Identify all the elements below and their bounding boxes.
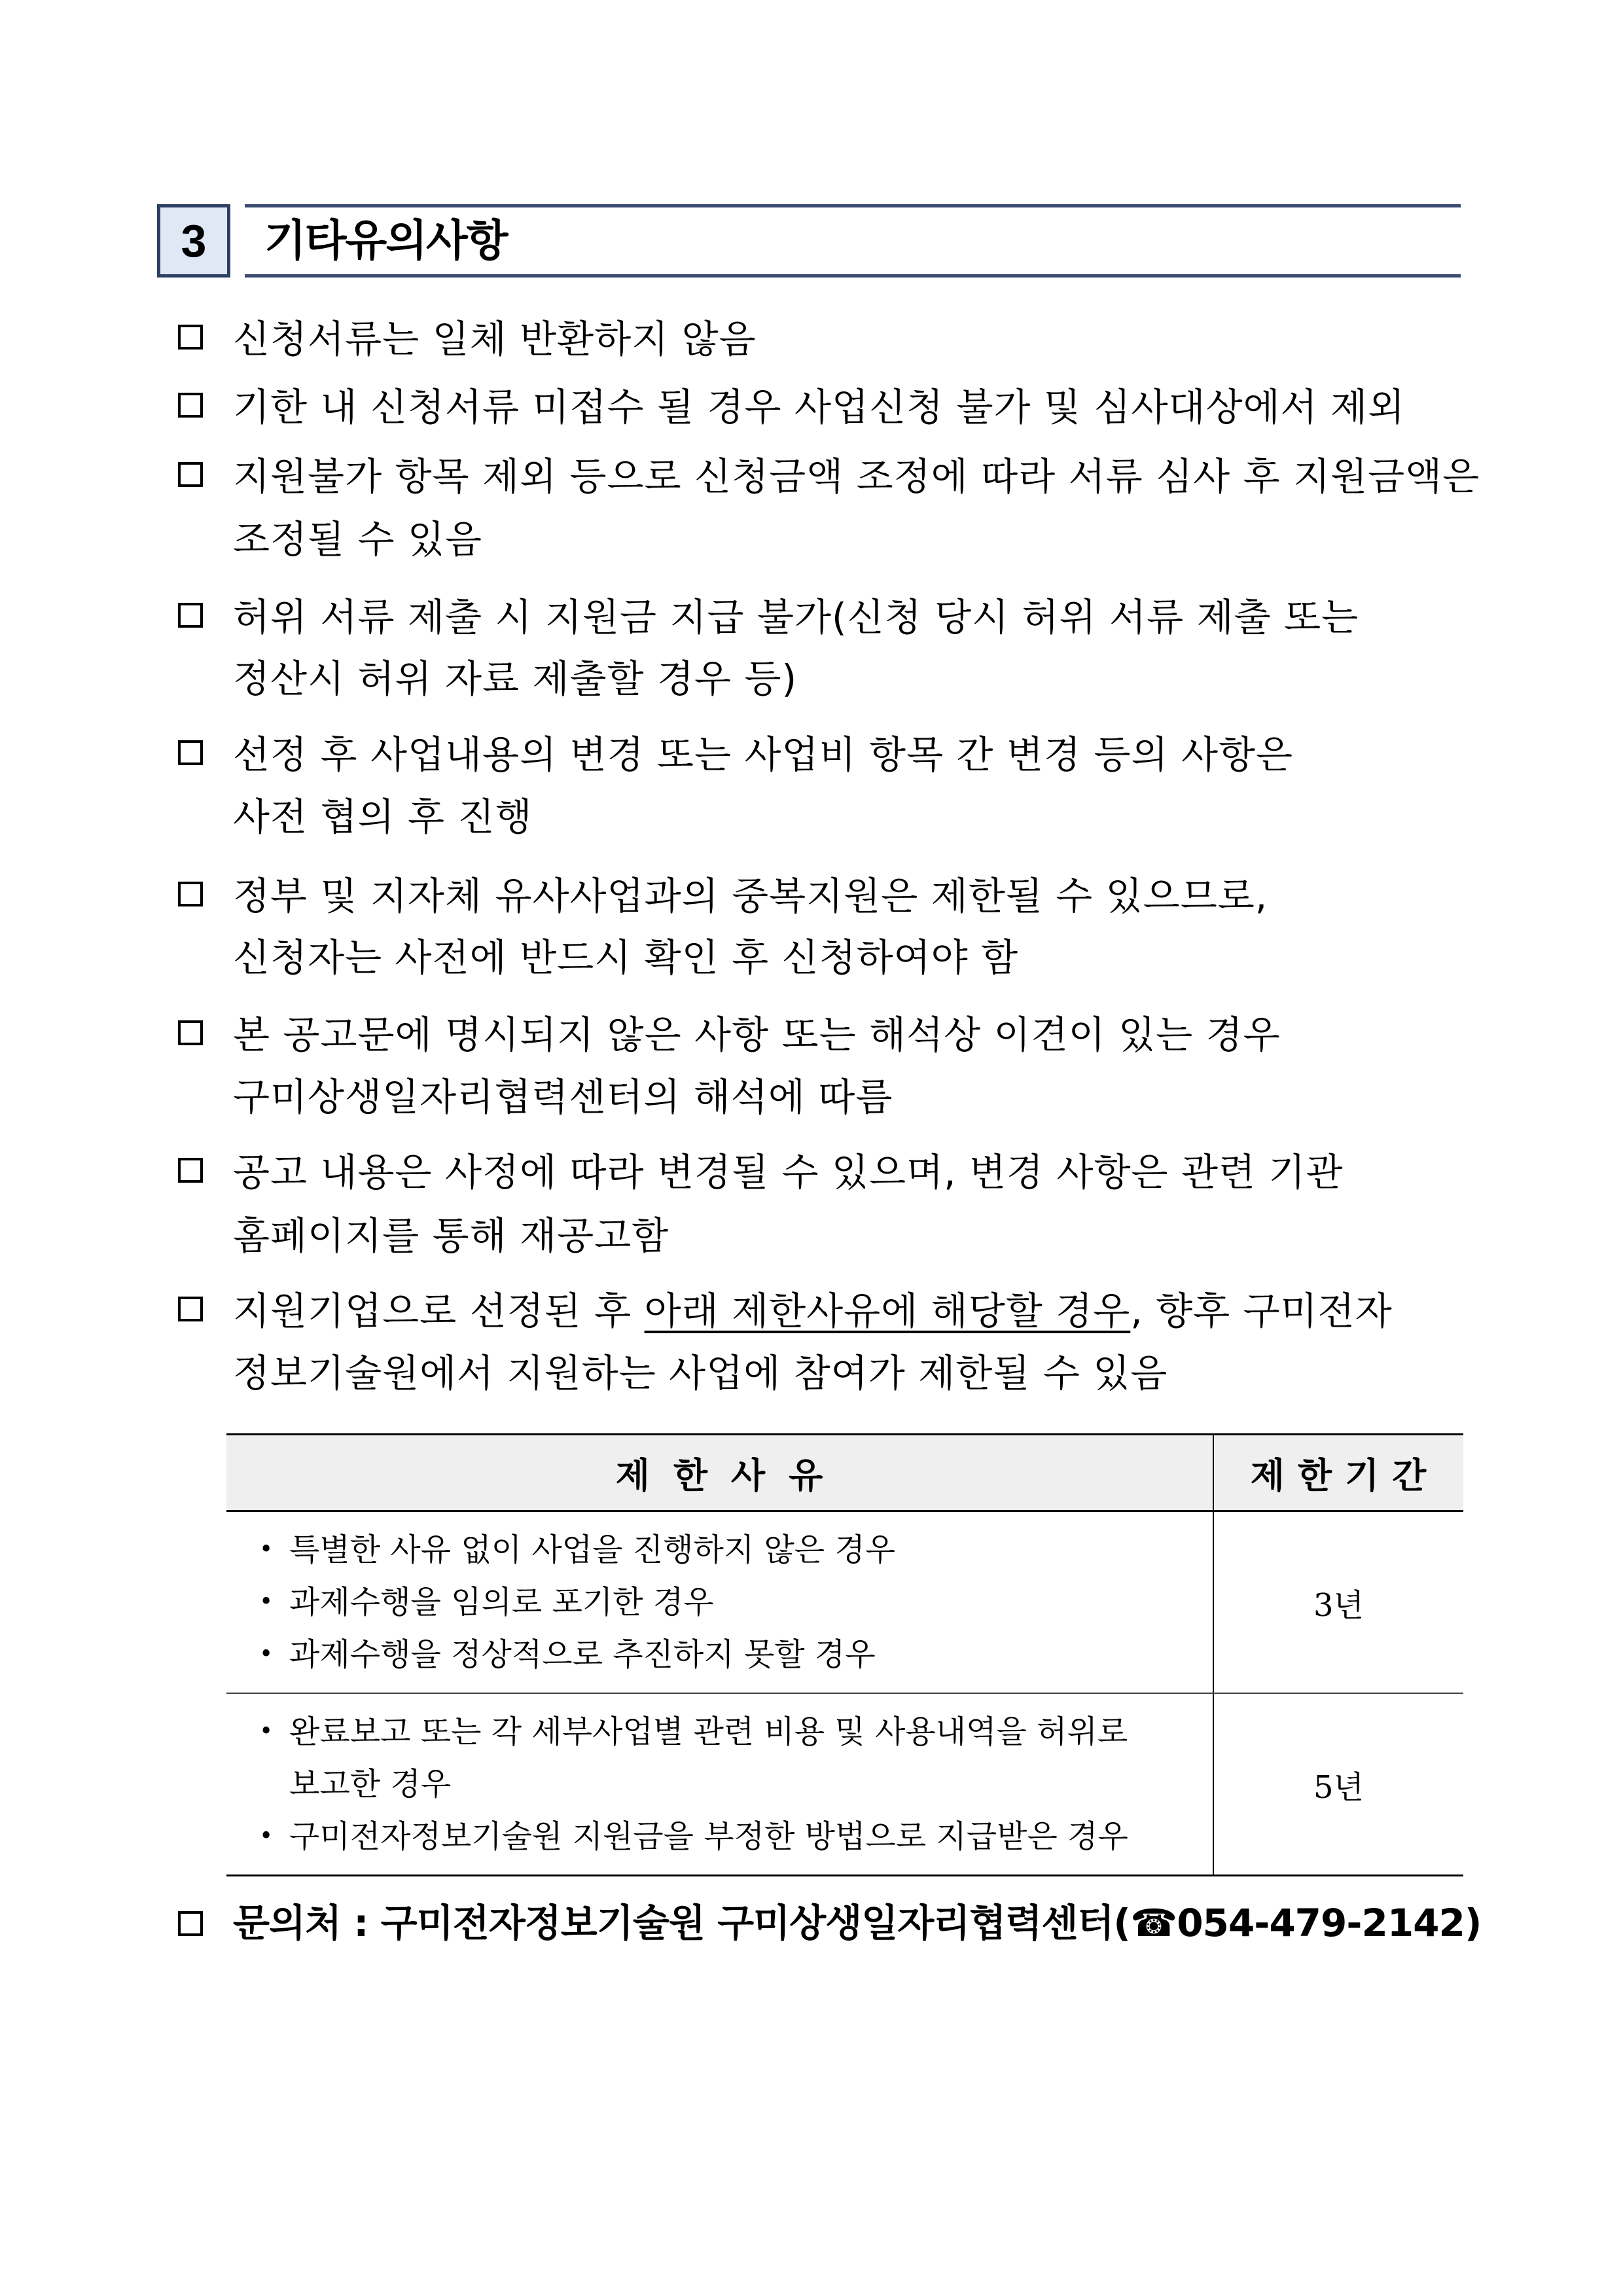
notice-text-continued: 신청자는 사전에 반드시 확인 후 신청하여야 함 [233, 935, 1019, 980]
notice-text-pre: 지원기업으로 선정된 후 [233, 1289, 645, 1333]
reason-item: • 구미전자정보기술원 지원금을 부정한 방법으로 지급받은 경우 [259, 1810, 1213, 1863]
reason-item: • 특별한 사유 없이 사업을 진행하지 않은 경우 [259, 1524, 1213, 1576]
reason-item: • 과제수행을 임의로 포기한 경우 [259, 1576, 1213, 1628]
notice-text-continued: 사전 협의 후 진행 [233, 795, 533, 839]
notice-text [233, 1280, 1393, 1342]
header-restriction-reason: 제한사유 [226, 1435, 1213, 1511]
notice-text-continued: 정산시 허위 자료 제출할 경우 등) [233, 656, 798, 701]
notice-text-post: , 향후 구미전자 [1130, 1289, 1393, 1333]
notice-text: 정부 및 지자체 유사사업과의 중복지원은 제한될 수 있으므로, [233, 874, 1268, 918]
reason-item: • 완료보고 또는 각 세부사업별 관련 비용 및 사용내역을 허위로 [259, 1706, 1213, 1758]
checkbox-icon [178, 1297, 203, 1321]
notice-text-continued: 구미상생일자리협력센터의 해석에 따름 [233, 1075, 893, 1119]
notice-text: 신청서류는 일체 반환하지 않음 [233, 317, 757, 361]
reason-item: • 과제수행을 정상적으로 추진하지 못할 경우 [259, 1628, 1213, 1681]
checkbox-icon [178, 740, 203, 765]
checkbox-icon [178, 325, 203, 350]
notice-text: 선정 후 사업내용의 변경 또는 사업비 항목 간 변경 등의 사항은 [233, 732, 1294, 777]
checkbox-icon [178, 462, 203, 487]
section-title-bar [245, 204, 1461, 278]
reasons-cell [226, 1693, 1213, 1876]
underlined-phrase: 아래 제한사유에 해당할 경우 [644, 1289, 1131, 1333]
contact-text [233, 1890, 1481, 1956]
contact-close-paren: ) [1464, 1901, 1482, 1945]
section-number: 3 [181, 215, 207, 266]
contact-phone: 054-479-2142 [1177, 1901, 1465, 1945]
notice-text-continued: 조정될 수 있음 [233, 517, 483, 562]
phone-icon: ☎ [1130, 1901, 1177, 1945]
notice-text: 지원불가 항목 제외 등으로 신청금액 조정에 따라 서류 심사 후 지원금액은 [233, 454, 1480, 499]
checkbox-icon [178, 882, 203, 906]
contact-item [178, 1890, 1482, 1956]
header-restriction-period: 제한기간 [1213, 1435, 1463, 1511]
notice-text-continued: 정보기술원에서 지원하는 사업에 참여가 제한될 수 있음 [233, 1351, 1168, 1395]
checkbox-icon [178, 393, 203, 418]
period-cell: 5년 [1213, 1693, 1463, 1876]
notice-text-continued: 홈페이지를 통해 재공고함 [233, 1213, 669, 1258]
checkbox-icon [178, 603, 203, 628]
checkbox-icon [178, 1020, 203, 1045]
notice-text: 본 공고문에 명시되지 않은 사항 또는 해석상 이견이 있는 경우 [233, 1013, 1281, 1057]
checkbox-icon [178, 1911, 203, 1936]
table-header-row [226, 1435, 1463, 1511]
notice-text: 허위 서류 제출 시 지원금 지급 불가(신청 당시 허위 서류 제출 또는 [233, 595, 1359, 639]
notice-text: 공고 내용은 사정에 따라 변경될 수 있으며, 변경 사항은 관련 기관 [233, 1150, 1344, 1194]
checkbox-icon [178, 1158, 203, 1183]
table-row [226, 1693, 1463, 1876]
reason-item-continued: 보고한 경우 [289, 1766, 452, 1803]
notice-text: 기한 내 신청서류 미접수 될 경우 사업신청 불가 및 심사대상에서 제외 [233, 385, 1406, 429]
section-title: 기타유의사항 [264, 215, 507, 266]
contact-label: 문의처 : 구미전자정보기술원 구미상생일자리협력센터( [233, 1901, 1130, 1945]
restriction-table [226, 1433, 1463, 1876]
section-number-box [157, 204, 230, 278]
table-row [226, 1511, 1463, 1694]
period-cell: 3년 [1213, 1511, 1463, 1694]
reasons-cell [226, 1511, 1213, 1694]
section-header [157, 204, 1461, 278]
